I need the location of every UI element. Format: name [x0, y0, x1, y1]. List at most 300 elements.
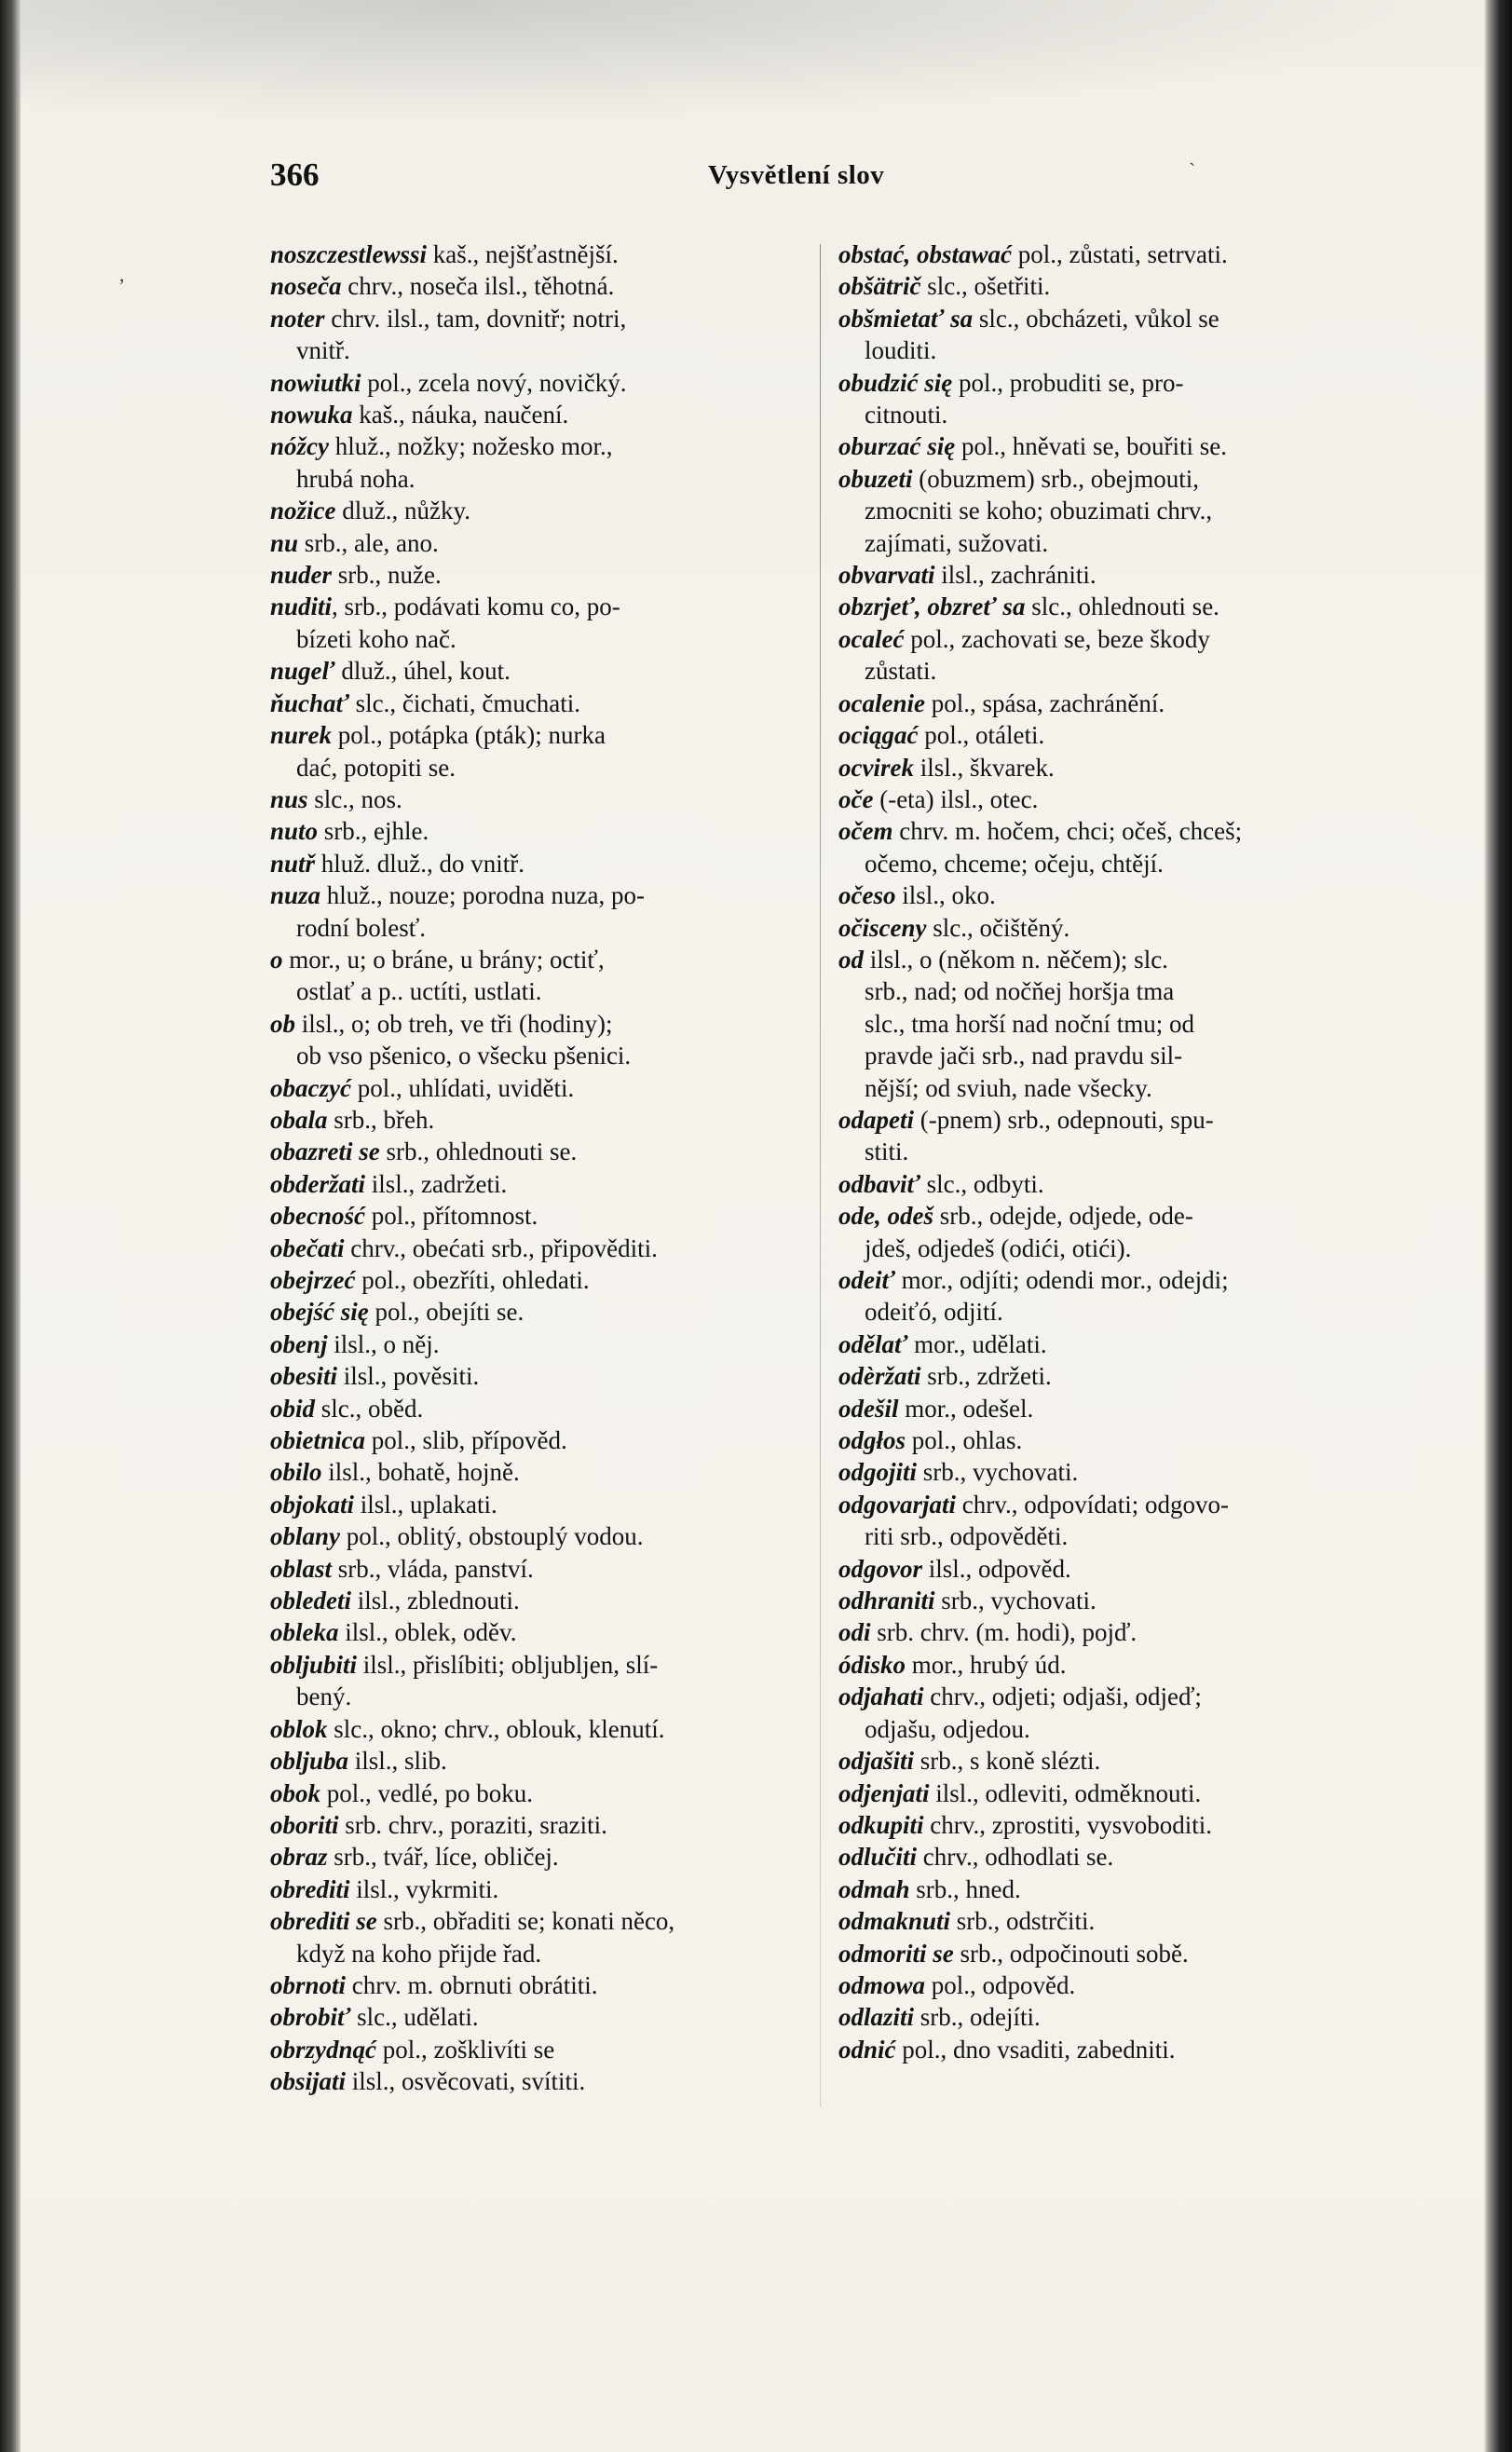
- dictionary-entry: [838, 1168, 1388, 1200]
- entry-definition: , srb., podávati komu co, po-: [332, 593, 620, 621]
- entry-headword: noszczestlewssi: [270, 240, 428, 268]
- entry-headword: obderžati: [270, 1169, 366, 1198]
- dictionary-entry: [270, 1745, 805, 1777]
- dictionary-entry: [270, 1616, 805, 1648]
- entry-headword: odèržati: [838, 1362, 921, 1391]
- entry-headword: obala: [270, 1105, 328, 1134]
- dictionary-entry: [838, 623, 1388, 688]
- entry-definition: kaš., náuka, naučení.: [352, 401, 569, 429]
- dictionary-entry: [270, 2034, 805, 2065]
- entry-continuation: stiti.: [865, 1137, 909, 1166]
- entry-headword: očeso: [838, 881, 896, 910]
- entry-definition: pol., dno vsaditi, zabedniti.: [895, 2035, 1176, 2064]
- entry-headword: obleka: [270, 1618, 339, 1647]
- entry-headword: ocalenie: [838, 688, 925, 717]
- dictionary-entry: [270, 1873, 805, 1905]
- entry-headword: nu: [270, 528, 299, 557]
- entry-headword: odgłos: [838, 1426, 906, 1455]
- dictionary-entry: [270, 1841, 805, 1873]
- dictionary-entry: [270, 2001, 805, 2033]
- entry-headword: odeiť: [838, 1266, 895, 1294]
- entry-continuation: srb., nad; od nočňej horšja tma: [865, 977, 1175, 1006]
- entry-definition: hluž. dluž., do vnitř.: [315, 849, 525, 878]
- entry-definition: mor., odjíti; odendi mor., odejdi;: [894, 1266, 1229, 1294]
- dictionary-entry: [270, 655, 805, 687]
- entry-headword: obšmietať sa: [838, 304, 974, 333]
- entry-definition: srb., hned.: [909, 1874, 1021, 1903]
- dictionary-entry: [270, 527, 805, 559]
- entry-definition: ilsl., o (někom n. něčem); slc.: [864, 945, 1168, 974]
- entry-definition: srb., ale, ano.: [298, 528, 439, 557]
- entry-headword: oblany: [270, 1522, 341, 1551]
- entry-headword: obljuba: [270, 1747, 349, 1776]
- entry-headword: očisceny: [838, 913, 927, 942]
- entry-definition: ilsl., uplakati.: [354, 1490, 497, 1519]
- entry-definition: chrv. ilsl., tam, dovnitř; notri,: [324, 304, 627, 333]
- dictionary-entry: [270, 1424, 805, 1456]
- dictionary-entry: [270, 719, 805, 783]
- dictionary-entry: [270, 1168, 805, 1200]
- entry-definition: chrv., odjeti; odjaši, odjeď;: [923, 1682, 1202, 1711]
- entry-definition: srb., s koně slézti.: [914, 1747, 1101, 1776]
- entry-continuation: vnitř.: [296, 336, 350, 365]
- entry-definition: pol., ohlas.: [906, 1426, 1023, 1455]
- entry-definition: ilsl., o něj.: [327, 1329, 440, 1358]
- entry-definition: mor., u; o bráne, u brány; octiť,: [282, 945, 605, 974]
- entry-definition: ilsl., odpověd.: [922, 1554, 1071, 1583]
- entry-headword: odělať: [838, 1329, 908, 1358]
- entry-headword: odmah: [838, 1874, 910, 1903]
- entry-definition: srb., tvář, líce, obličej.: [327, 1843, 559, 1872]
- entry-definition: srb., odstrčiti.: [950, 1907, 1096, 1936]
- entry-definition: chrv. m. hočem, chci; očeš, chceš;: [892, 817, 1243, 846]
- dictionary-entry: [270, 1233, 805, 1264]
- entry-definition: ilsl., slib.: [348, 1747, 447, 1776]
- entry-headword: noter: [270, 304, 325, 333]
- dictionary-entry: [838, 2034, 1388, 2065]
- entry-definition: dluž., úhel, kout.: [334, 657, 511, 686]
- entry-definition: srb., odpočinouti sobě.: [953, 1939, 1189, 1968]
- dictionary-entry: [270, 238, 805, 270]
- dictionary-entry: [270, 783, 805, 815]
- entry-continuation: ostlať a p.. uctíti, ustlati.: [296, 977, 542, 1006]
- entry-definition: pol., oblitý, obstouplý vodou.: [340, 1522, 644, 1551]
- dictionary-entry: [270, 270, 805, 302]
- entry-headword: odnić: [838, 2035, 896, 2064]
- dictionary-entry: [270, 1200, 805, 1232]
- entry-definition: chrv. m. obrnuti obrátiti.: [346, 1970, 598, 1999]
- entry-definition: ilsl., pověsiti.: [337, 1362, 480, 1391]
- running-head: Vysvětlení slov: [708, 160, 885, 190]
- entry-headword: nuto: [270, 817, 319, 846]
- entry-definition: pol., probuditi se, pro-: [952, 368, 1184, 397]
- entry-headword: odjenjati: [838, 1778, 930, 1807]
- entry-headword: obietnica: [270, 1426, 365, 1455]
- dictionary-entry: [838, 688, 1388, 719]
- entry-definition: slc., okno; chrv., oblouk, klenutí.: [327, 1714, 665, 1743]
- dictionary-entry: [838, 303, 1388, 367]
- entry-definition: (-eta) ilsl., otec.: [873, 784, 1039, 813]
- entry-headword: odjašiti: [838, 1747, 915, 1776]
- entry-headword: oče: [838, 784, 874, 813]
- entry-headword: od: [838, 945, 864, 974]
- entry-definition: ilsl., vykrmiti.: [349, 1874, 499, 1903]
- entry-headword: obecność: [270, 1202, 365, 1231]
- dictionary-entry: [838, 1778, 1388, 1809]
- dictionary-entry: [838, 2001, 1388, 2033]
- dictionary-entry: [838, 1938, 1388, 1969]
- entry-headword: obejrzeć: [270, 1266, 356, 1294]
- entry-headword: obok: [270, 1778, 320, 1807]
- dictionary-entry: [838, 1616, 1388, 1648]
- entry-headword: nožice: [270, 497, 336, 525]
- dictionary-entry: [838, 1264, 1388, 1328]
- entry-headword: nugeľ: [270, 657, 335, 686]
- entry-headword: obuzeti: [838, 464, 913, 493]
- entry-definition: dluž., nůžky.: [335, 497, 470, 525]
- entry-definition: srb., nuže.: [332, 561, 442, 590]
- entry-definition: srb., ohlednouti se.: [379, 1137, 578, 1166]
- entry-continuation: když na koho přijde řad.: [296, 1939, 542, 1968]
- dictionary-entry: [838, 1104, 1388, 1168]
- entry-definition: mor., hrubý úd.: [906, 1650, 1067, 1679]
- entry-definition: ilsl., osvěcovati, svítiti.: [346, 2067, 586, 2096]
- entry-headword: obraz: [270, 1843, 328, 1872]
- dictionary-entry: [838, 719, 1388, 751]
- entry-headword: obid: [270, 1394, 316, 1423]
- entry-headword: odlaziti: [838, 2003, 915, 2032]
- entry-continuation: hrubá noha.: [296, 464, 415, 493]
- entry-definition: pol., hněvati se, bouřiti se.: [955, 432, 1227, 461]
- dictionary-entry: [270, 1008, 805, 1072]
- scan-speck: ˋ: [1189, 158, 1196, 182]
- dictionary-entry: [270, 303, 805, 367]
- dictionary-entry: [270, 1520, 805, 1552]
- entry-headword: odmoriti se: [838, 1939, 954, 1968]
- left-column: [270, 238, 805, 2098]
- dictionary-entry: [270, 1328, 805, 1360]
- entry-definition: slc., udělati.: [350, 2003, 479, 2032]
- dictionary-entry: [838, 270, 1388, 302]
- entry-definition: srb., břeh.: [327, 1105, 435, 1134]
- entry-definition: (obuzmem) srb., obejmouti,: [912, 464, 1199, 493]
- entry-headword: noseča: [270, 272, 342, 301]
- dictionary-entry: [838, 463, 1388, 559]
- entry-headword: odgojiti: [838, 1458, 918, 1487]
- dictionary-entry: [270, 688, 805, 719]
- dictionary-entry: [270, 1649, 805, 1713]
- entry-continuation: rodní bolesť.: [296, 913, 427, 942]
- entry-continuation: bený.: [296, 1682, 352, 1711]
- entry-definition: pol., zošklivíti se: [376, 2035, 555, 2064]
- dictionary-entry: [838, 430, 1388, 462]
- column-divider: [820, 244, 821, 2107]
- entry-definition: (-pnem) srb., odepnouti, spu-: [914, 1105, 1214, 1134]
- dictionary-entry: [838, 1809, 1388, 1841]
- entry-continuation: dać, potopiti se.: [296, 753, 456, 782]
- right-column: [838, 238, 1388, 2065]
- dictionary-entry: [270, 495, 805, 526]
- entry-definition: pol., zachovati se, beze škody: [904, 624, 1210, 653]
- entry-definition: ilsl., zadržeti.: [365, 1169, 508, 1198]
- dictionary-entry: [270, 591, 805, 655]
- entry-continuation: zajímati, sužovati.: [865, 528, 1049, 557]
- entry-continuation: louditi.: [865, 336, 937, 365]
- entry-headword: odjahati: [838, 1682, 924, 1711]
- entry-headword: nurek: [270, 721, 333, 750]
- entry-headword: oboriti: [270, 1810, 339, 1839]
- dictionary-entry: [270, 1136, 805, 1167]
- page-number: 366: [270, 157, 320, 193]
- entry-headword: obejść się: [270, 1298, 369, 1327]
- dictionary-entry: [270, 1393, 805, 1424]
- entry-definition: ilsl., zachrániti.: [934, 561, 1097, 590]
- entry-headword: očem: [838, 817, 893, 846]
- entry-headword: odmaknuti: [838, 1907, 951, 1936]
- entry-continuation: nější; od sviuh, nade všecky.: [865, 1073, 1152, 1102]
- entry-definition: hluž., nouze; porodna nuza, po-: [320, 881, 645, 910]
- dictionary-entry: [270, 1969, 805, 2001]
- dictionary-entry: [270, 1264, 805, 1296]
- entry-headword: ode, odeš: [838, 1202, 933, 1231]
- entry-headword: nuza: [270, 881, 321, 910]
- entry-headword: obrediti: [270, 1874, 350, 1903]
- entry-headword: obledeti: [270, 1587, 351, 1615]
- entry-definition: slc., obcházeti, vůkol se: [973, 304, 1219, 333]
- dictionary-entry: [838, 238, 1388, 270]
- entry-headword: ociągać: [838, 721, 919, 750]
- entry-headword: obšätrič: [838, 272, 921, 301]
- entry-definition: pol., obejíti se.: [368, 1298, 524, 1327]
- dictionary-entry: [270, 1809, 805, 1841]
- entry-headword: odešil: [838, 1394, 899, 1423]
- entry-definition: srb., zdržeti.: [920, 1362, 1052, 1391]
- entry-continuation: pravde jači srb., nad pravdu sil-: [865, 1042, 1183, 1070]
- entry-definition: ilsl., zblednouti.: [350, 1587, 520, 1615]
- entry-headword: obudzić się: [838, 368, 953, 397]
- entry-headword: obenj: [270, 1329, 328, 1358]
- entry-continuation: zůstati.: [865, 657, 937, 686]
- entry-definition: slc., ošetřiti.: [920, 272, 1051, 301]
- dictionary-entry: [270, 1585, 805, 1616]
- entry-definition: chrv., obećati srb., připověditi.: [344, 1233, 658, 1262]
- dictionary-entry: [838, 1649, 1388, 1681]
- entry-definition: ilsl., odleviti, odměknouti.: [929, 1778, 1202, 1807]
- entry-definition: chrv., odhodlati se.: [917, 1843, 1114, 1872]
- dictionary-entry: [838, 1456, 1388, 1488]
- entry-definition: srb., vychovati.: [934, 1587, 1097, 1615]
- dictionary-entry: [838, 1553, 1388, 1585]
- entry-headword: obsijati: [270, 2067, 347, 2096]
- entry-headword: obrobiť: [270, 2003, 351, 2032]
- entry-definition: hluž., nožky; nožesko mor.,: [329, 432, 613, 461]
- entry-definition: slc., odbyti.: [919, 1169, 1044, 1198]
- scan-speck: ,: [119, 263, 125, 286]
- page-header: [270, 157, 945, 198]
- dictionary-entry: [838, 879, 1388, 911]
- entry-headword: obaczyć: [270, 1073, 351, 1102]
- dictionary-entry: [838, 1424, 1388, 1456]
- entry-headword: obrnoti: [270, 1970, 347, 1999]
- entry-headword: nuditi: [270, 593, 333, 621]
- scan-shadow: [19, 0, 1472, 121]
- entry-definition: slc., čichati, čmuchati.: [348, 688, 581, 717]
- entry-headword: oblast: [270, 1554, 333, 1583]
- entry-headword: odkupiti: [838, 1810, 924, 1839]
- entry-definition: pol., potápka (pták); nurka: [332, 721, 606, 750]
- entry-definition: slc., ohlednouti se.: [1025, 593, 1219, 621]
- entry-continuation: bízeti koho nač.: [296, 624, 456, 653]
- entry-definition: ilsl., škvarek.: [913, 753, 1055, 782]
- dictionary-entry: [838, 1328, 1388, 1360]
- dictionary-entry: [838, 912, 1388, 944]
- entry-definition: srb., odejde, odjede, ode-: [933, 1202, 1193, 1231]
- dictionary-entry: [838, 783, 1388, 815]
- entry-headword: odi: [838, 1618, 871, 1647]
- entry-definition: chrv., zprostiti, vysvoboditi.: [923, 1810, 1213, 1839]
- entry-headword: odbaviť: [838, 1169, 920, 1198]
- entry-headword: o: [270, 945, 283, 974]
- entry-headword: odmowa: [838, 1970, 926, 1999]
- entry-headword: obrzydnąć: [270, 2035, 376, 2064]
- entry-definition: ilsl., oblek, oděv.: [338, 1618, 517, 1647]
- entry-definition: kaš., nejšťastnější.: [427, 240, 619, 268]
- entry-definition: ilsl., bohatě, hojně.: [321, 1458, 520, 1487]
- entry-headword: ocvirek: [838, 753, 914, 782]
- entry-headword: oburzać się: [838, 432, 956, 461]
- entry-continuation: citnouti.: [865, 401, 948, 429]
- entry-definition: pol., zůstati, setrvati.: [1012, 240, 1228, 268]
- entry-continuation: slc., tma horší nad noční tmu; od: [865, 1009, 1194, 1038]
- dictionary-entry: [270, 815, 805, 847]
- entry-definition: pol., slib, přípověd.: [365, 1426, 567, 1455]
- entry-continuation: odeiťó, odjití.: [865, 1298, 1003, 1327]
- dictionary-entry: [270, 367, 805, 399]
- entry-definition: pol., odpověd.: [925, 1970, 1076, 1999]
- entry-headword: odlučiti: [838, 1843, 918, 1872]
- entry-headword: nowiutki: [270, 368, 361, 397]
- scan-right-edge: [1484, 0, 1512, 2452]
- entry-headword: nuder: [270, 561, 333, 590]
- entry-definition: srb. chrv. (m. hodi), pojď.: [870, 1618, 1137, 1647]
- entry-definition: pol., otáleti.: [918, 721, 1045, 750]
- entry-definition: slc., očištěný.: [926, 913, 1070, 942]
- entry-continuation: očemo, chceme; očeju, chtějí.: [865, 849, 1164, 878]
- entry-headword: ňuchať: [270, 688, 349, 717]
- dictionary-entry: [838, 1585, 1388, 1616]
- entry-definition: ilsl., o; ob treh, ve tři (hodiny);: [295, 1009, 613, 1038]
- dictionary-entry: [270, 1456, 805, 1488]
- entry-headword: nowuka: [270, 401, 353, 429]
- dictionary-entry: [270, 1905, 805, 1969]
- entry-definition: pol., uhlídati, uviděti.: [350, 1073, 575, 1102]
- dictionary-entry: [838, 1841, 1388, 1873]
- entry-definition: pol., spása, zachránění.: [924, 688, 1165, 717]
- entry-headword: odgovarjati: [838, 1490, 956, 1519]
- entry-definition: pol., obezříti, ohledati.: [355, 1266, 590, 1294]
- entry-headword: obrediti se: [270, 1907, 377, 1936]
- dictionary-entry: [838, 591, 1388, 622]
- entry-definition: slc., nos.: [307, 784, 402, 813]
- dictionary-entry: [270, 430, 805, 495]
- dictionary-entry: [270, 1296, 805, 1328]
- entry-headword: ob: [270, 1009, 295, 1038]
- entry-definition: chrv., noseča ilsl., těhotná.: [341, 272, 615, 301]
- dictionary-entry: [270, 1360, 805, 1392]
- dictionary-entry: [270, 1104, 805, 1136]
- entry-headword: obzrjeť, obzreť sa: [838, 593, 1026, 621]
- entry-headword: obečati: [270, 1233, 345, 1262]
- entry-definition: pol., přítomnost.: [364, 1202, 538, 1231]
- entry-definition: srb., vychovati.: [917, 1458, 1079, 1487]
- dictionary-entry: [838, 1905, 1388, 1937]
- dictionary-entry: [270, 944, 805, 1008]
- dictionary-entry: [270, 1553, 805, 1585]
- entry-headword: ocaleć: [838, 624, 905, 653]
- entry-headword: odgovor: [838, 1554, 922, 1583]
- entry-definition: ilsl., oko.: [895, 881, 996, 910]
- dictionary-entry: [838, 1393, 1388, 1424]
- dictionary-entry: [838, 1969, 1388, 2001]
- entry-definition: pol., zcela nový, novičký.: [361, 368, 627, 397]
- entry-definition: chrv., odpovídati; odgovo-: [956, 1490, 1229, 1519]
- entry-headword: nóžcy: [270, 432, 329, 461]
- dictionary-entry: [270, 1072, 805, 1104]
- entry-headword: obvarvati: [838, 561, 935, 590]
- entry-headword: obstać, obstawać: [838, 240, 1012, 268]
- scan-left-edge: [0, 0, 20, 2452]
- dictionary-entry: [838, 1681, 1388, 1745]
- dictionary-entry: [838, 559, 1388, 591]
- entry-definition: srb., vláda, panství.: [332, 1554, 534, 1583]
- dictionary-entry: [838, 752, 1388, 783]
- dictionary-entry: [270, 1778, 805, 1809]
- entry-headword: obljubiti: [270, 1650, 358, 1679]
- entry-headword: odapeti: [838, 1105, 914, 1134]
- dictionary-entry: [838, 815, 1388, 879]
- entry-headword: obazreti se: [270, 1137, 380, 1166]
- entry-continuation: odjašu, odjedou.: [865, 1714, 1030, 1743]
- dictionary-entry: [270, 1713, 805, 1745]
- entry-definition: srb., odejíti.: [914, 2003, 1041, 2032]
- entry-continuation: zmocniti se koho; obuzimati chrv.,: [865, 497, 1213, 525]
- dictionary-entry: [838, 1200, 1388, 1264]
- entry-headword: oblok: [270, 1714, 328, 1743]
- entry-definition: srb. chrv., poraziti, sraziti.: [338, 1810, 607, 1839]
- entry-definition: ilsl., přislíbiti; obljubljen, slí-: [357, 1650, 659, 1679]
- dictionary-entry: [838, 1360, 1388, 1392]
- entry-headword: ódisko: [838, 1650, 906, 1679]
- entry-definition: srb., obřaditi se; konati něco,: [376, 1907, 675, 1936]
- entry-continuation: ob vso pšenico, o všecku pšenici.: [296, 1042, 632, 1070]
- entry-definition: srb., ejhle.: [318, 817, 429, 846]
- dictionary-entry: [838, 1489, 1388, 1553]
- dictionary-entry: [270, 399, 805, 430]
- entry-continuation: jdeš, odjedeš (odići, otići).: [865, 1233, 1132, 1262]
- dictionary-entry: [838, 944, 1388, 1104]
- entry-headword: nus: [270, 784, 308, 813]
- dictionary-entry: [270, 2065, 805, 2097]
- entry-definition: pol., vedlé, po boku.: [320, 1778, 533, 1807]
- entry-headword: odhraniti: [838, 1587, 935, 1615]
- entry-definition: mor., udělati.: [907, 1329, 1047, 1358]
- dictionary-entry: [838, 1873, 1388, 1905]
- entry-definition: mor., odešel.: [898, 1394, 1034, 1423]
- entry-headword: nutř: [270, 849, 316, 878]
- entry-continuation: riti srb., odpověděti.: [865, 1522, 1069, 1551]
- dictionary-entry: [838, 367, 1388, 431]
- entry-headword: obesiti: [270, 1362, 337, 1391]
